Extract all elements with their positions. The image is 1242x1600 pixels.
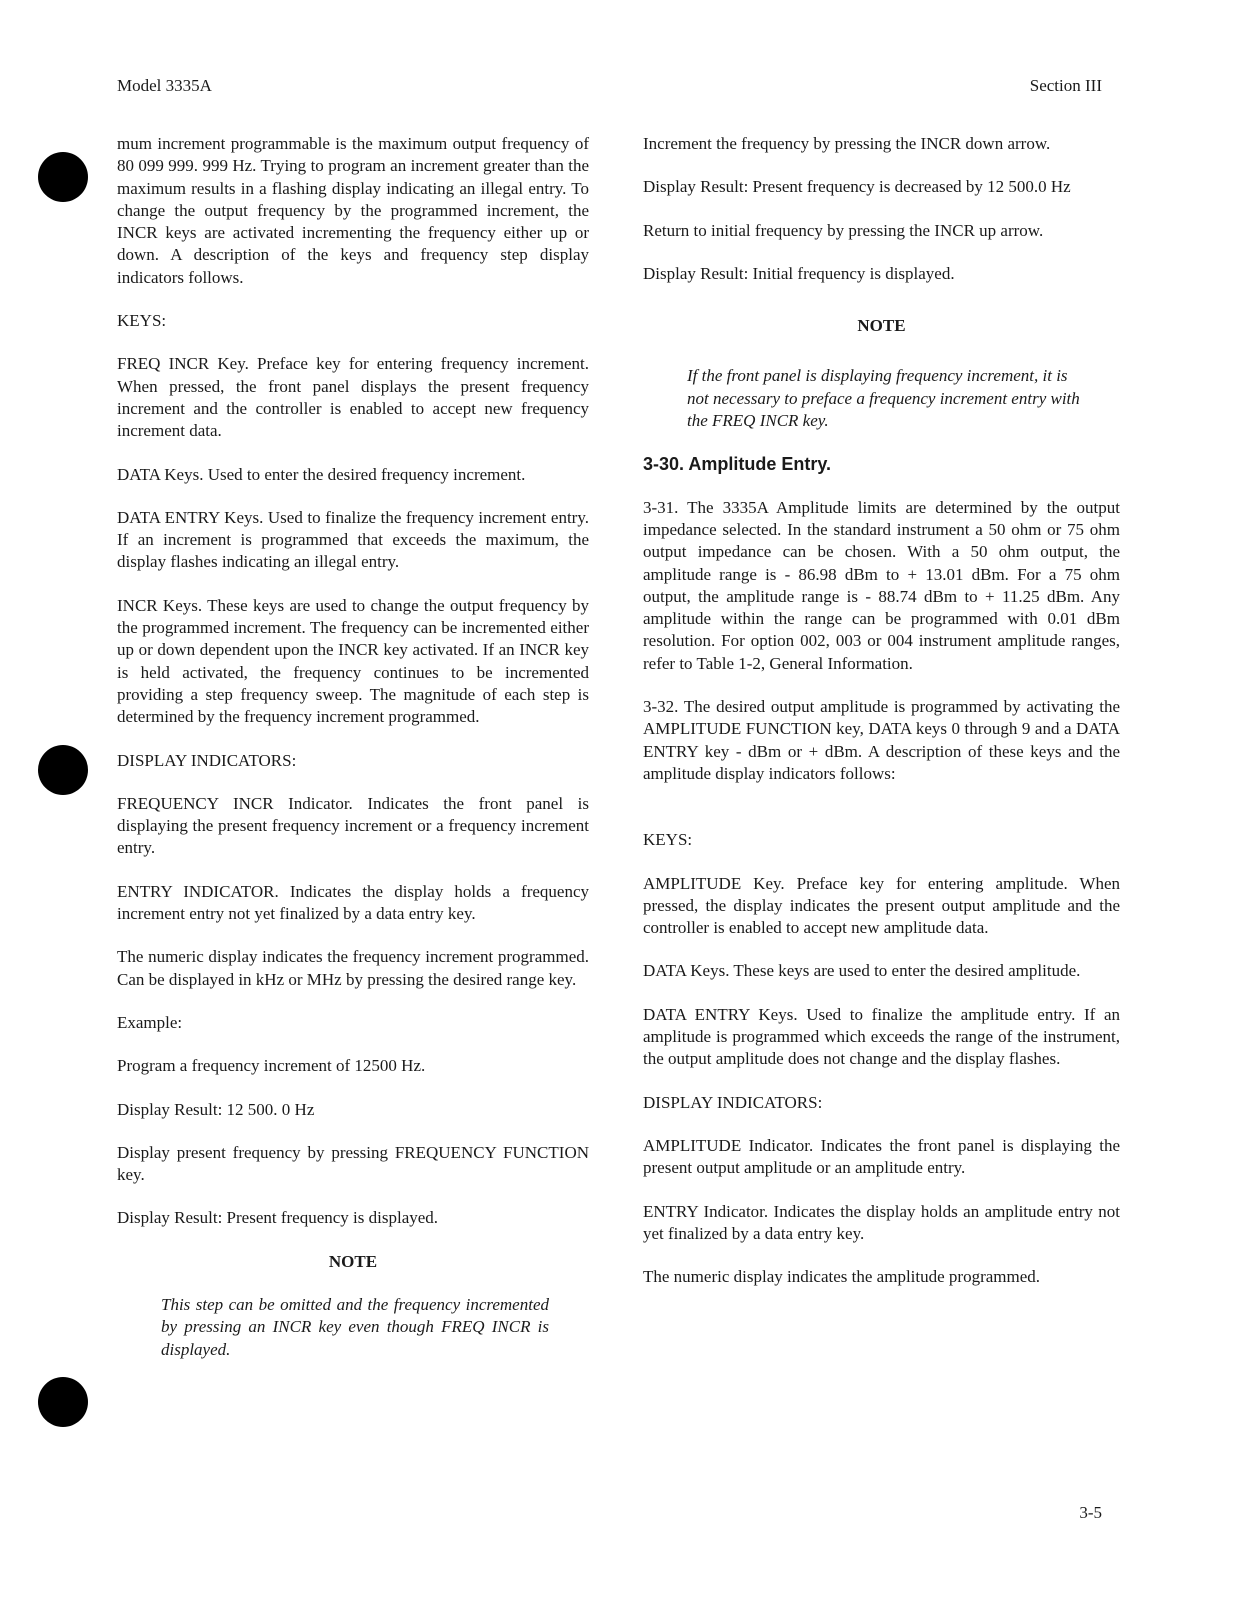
paragraph-numeric-display: The numeric display indicates the amplitude programmed.	[643, 1267, 1041, 1287]
paragraph-data-keys: DATA Keys. These keys are used to enter the desired amplitude.	[643, 961, 1081, 981]
note-body: This step can be omitted and the frequency incremented by pressing an INCR key even though FREQ INCR is displayed.	[161, 1294, 549, 1359]
binder-hole-middle	[38, 745, 88, 795]
note-title: NOTE	[328, 1251, 378, 1271]
paragraph-increment-down: Increment the frequency by pressing the INCR down arrow.	[643, 134, 1051, 153]
binder-hole-bottom	[38, 1377, 88, 1427]
page-number: 3-5	[1079, 1503, 1102, 1522]
display-indicators-heading: DISPLAY INDICATORS:	[117, 750, 297, 770]
paragraph-display-result-decreased: Display Result: Present frequency is decreased by 12 500.0 Hz	[643, 177, 1071, 197]
header-model: Model 3335A	[117, 76, 212, 95]
paragraph-amplitude-key: AMPLITUDE Key. Preface key for entering amplitude. When pressed, the display indicates the present output amplitude and the controller is enabled to accept new amplitude data.	[643, 873, 1120, 938]
example-label: Example:	[117, 1012, 183, 1032]
paragraph-amplitude-indicator: AMPLITUDE Indicator. Indicates the front panel is displaying the present output amplitude or an amplitude entry.	[643, 1135, 1120, 1178]
paragraph-data-entry-keys: DATA ENTRY Keys. Used to finalize the frequency increment entry. If an increment is programmed that exceeds the maximum, the display flashes indicating an illegal entry.	[117, 507, 589, 572]
paragraph-display-result-2: Display Result: Present frequency is displayed.	[117, 1208, 439, 1228]
note-title: NOTE	[857, 316, 906, 336]
paragraph-data-entry-keys: DATA ENTRY Keys. Used to finalize the amplitude entry. If an amplitude is programmed which exceeds the range of the instrument, the output amplitude does not change and the display flashes.	[643, 1004, 1120, 1069]
section-heading-amplitude-entry: 3-30. Amplitude Entry.	[643, 454, 832, 475]
paragraph-return: Return to initial frequency by pressing the INCR up arrow.	[643, 220, 1044, 240]
paragraph-3-31: 3-31. The 3335A Amplitude limits are determined by the output impedance selected. In the standard instrument a 50 ohm or 75 ohm output impedance can be chosen. With a 50 ohm output, the amplitude range is - 86.98 dBm to + 13.01 dBm. For a 75 ohm output, the amplitude range is - 88.74 dBm to + 11.25 dBm. Any amplitude within the range can be programmed with 0.01 dBm resolution. For option 002, 003 or 004 instrument amplitude ranges, refer to Table 1-2, General Information.	[643, 497, 1120, 673]
paragraph-entry-indicator: ENTRY INDICATOR. Indicates the display holds a frequency increment entry not yet finalized by a data entry key.	[117, 881, 589, 924]
paragraph-freq-incr-key: FREQ INCR Key. Preface key for entering frequency increment. When pressed, the front panel displays the present frequency increment and the controller is enabled to accept new frequency increment data.	[117, 354, 589, 441]
paragraph-incr-keys: INCR Keys. These keys are used to change the output frequency by the programmed increment. The frequency can be incremented either up or down dependent upon the INCR key activated. If an INCR key is held activated, the frequency continues to be incremented providing a step frequency sweep. The magnitude of each step is determined by the frequency increment programmed.	[117, 595, 589, 727]
keys-heading: KEYS:	[117, 311, 167, 331]
paragraph-freq-incr-indicator: FREQUENCY INCR Indicator. Indicates the front panel is displaying the present frequency increment or a frequency increment entry.	[117, 793, 589, 858]
paragraph-display-present: Display present frequency by pressing FREQUENCY FUNCTION key.	[117, 1142, 589, 1185]
paragraph-data-keys: DATA Keys. Used to enter the desired frequency increment.	[117, 464, 526, 484]
left-column	[117, 133, 589, 1382]
right-column	[643, 133, 1120, 1309]
display-indicators-heading: DISPLAY INDICATORS:	[643, 1092, 823, 1112]
paragraph-intro: mum increment programmable is the maximum output frequency of 80 099 999. 999 Hz. Trying to program an increment greater than the maximum results in a flashing display indicating an illegal entry. To change the output frequency by the programmed increment, the INCR keys are activated incrementing the frequency either up or down. A description of the keys and frequency step display indicators follows.	[117, 134, 589, 287]
binder-hole-top	[38, 152, 88, 202]
paragraph-numeric-display: The numeric display indicates the frequency increment programmed. Can be displayed in kHz or MHz by pressing the desired range key.	[117, 947, 589, 989]
paragraph-program: Program a frequency increment of 12500 Hz.	[117, 1056, 426, 1076]
paragraph-3-32: 3-32. The desired output amplitude is programmed by activating the AMPLITUDE FUNCTION key, DATA keys 0 through 9 and a DATA ENTRY key - dBm or + dBm. A description of these keys and the amplitude display indicators follows:	[643, 697, 1120, 783]
paragraph-display-result-1: Display Result: 12 500. 0 Hz	[117, 1099, 315, 1119]
paragraph-entry-indicator: ENTRY Indicator. Indicates the display holds an amplitude entry not yet finalized by a data entry key.	[643, 1201, 1120, 1243]
paragraph-display-result-initial: Display Result: Initial frequency is displayed.	[643, 263, 955, 283]
note-body: If the front panel is displaying frequency increment, it is not necessary to preface a frequency increment entry with the FREQ INCR key.	[687, 366, 1080, 431]
keys-heading: KEYS:	[643, 830, 693, 850]
header-section: Section III	[1029, 76, 1102, 95]
